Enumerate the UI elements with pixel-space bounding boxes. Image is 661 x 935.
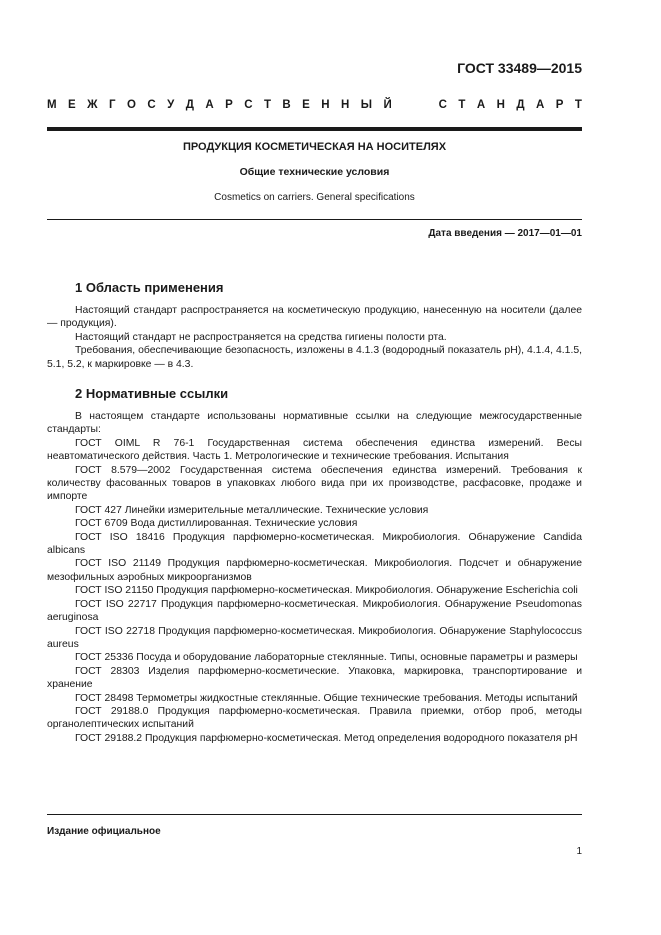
reference-item: ГОСТ 29188.2 Продукция парфюмерно-косметическая. Метод определения водородного показателя pH [75, 732, 578, 744]
banner-letter: А [476, 99, 486, 111]
reference-item: ГОСТ ISO 22717 Продукция парфюмерно-косметическая. Микробиология. Обнаружение Pseudomonas aeruginosa [47, 598, 582, 624]
paragraph: Настоящий стандарт распространяется на косметическую продукцию, нанесенную на носители (далее — продукция). [47, 305, 582, 330]
banner-letter: Г [108, 99, 116, 111]
section-body-scope [47, 304, 582, 371]
paragraph: Настоящий стандарт не распространяется на средства гигиены полости рта. [75, 331, 447, 343]
reference-item: ГОСТ 28498 Термометры жидкостные стеклянные. Общие технические требования. Методы испытаний [75, 692, 578, 704]
banner-letter: Д [185, 99, 194, 111]
section-body-references [47, 410, 582, 745]
banner-letter: С [438, 99, 447, 111]
banner-letter: Н [341, 99, 350, 111]
banner-gap [403, 99, 427, 115]
banner-letter: А [205, 99, 214, 111]
banner-letter: С [147, 99, 156, 111]
interstate-standard-banner [47, 99, 582, 115]
banner-letter: Н [496, 99, 505, 111]
reference-item: ГОСТ 28303 Изделия парфюмерно-косметические. Упаковка, маркировка, транспортирование и хранение [47, 665, 582, 691]
footer-rule [47, 814, 582, 815]
reference-item: ГОСТ 8.579—2002 Государственная система обеспечения единства измерений. Требования к количеству фасованных товаров в упаковках любого вида при их производстве, расфасовке, продаже и импорте [47, 464, 582, 503]
official-edition-label: Издание официальное [47, 826, 161, 837]
banner-letter: В [282, 99, 291, 111]
title-divider [47, 219, 582, 220]
reference-item: ГОСТ OIML R 76-1 Государственная система обеспечения единства измерений. Весы неавтоматического действия. Часть 1. Метрологические и технические требования. Испытания [47, 437, 582, 463]
reference-item: ГОСТ ISO 21149 Продукция парфюмерно-косметическая. Микробиология. Подсчет и обнаружение мезофильных аэробных микроорганизмов [47, 558, 582, 583]
reference-item: ГОСТ 25336 Посуда и оборудование лабораторные стеклянные. Типы, основные параметры и размеры [75, 652, 578, 664]
section-heading-scope: 1 Область применения [75, 280, 224, 295]
introduction-date: Дата введения — 2017—01—01 [428, 228, 582, 239]
page-number: 1 [576, 846, 582, 857]
banner-letter: У [167, 99, 175, 111]
paragraph: Требования, обеспечивающие безопасность, изложены в 4.1.3 (водородный показатель pH), 4.1.4, 4.1.5, 5.1, 5.2, к маркировке — в 4.3. [47, 345, 582, 370]
reference-item: ГОСТ 29188.0 Продукция парфюмерно-косметическая. Правила приемки, отбор проб, методы органолептических испытаний [47, 705, 582, 731]
banner-letter: Ж [87, 99, 98, 111]
reference-item: ГОСТ ISO 22718 Продукция парфюмерно-косметическая. Микробиология. Обнаружение Staphylococcus aureus [47, 625, 582, 650]
banner-letter: Д [516, 99, 525, 111]
header-rule [47, 127, 582, 131]
banner-letter: Е [68, 99, 76, 111]
banner-letter: О [126, 99, 136, 111]
document-title: ПРОДУКЦИЯ КОСМЕТИЧЕСКАЯ НА НОСИТЕЛЯХ [182, 141, 447, 153]
banner-letter: А [535, 99, 545, 111]
banner-letter: М [47, 99, 57, 111]
banner-letter: Т [458, 99, 466, 111]
paragraph: В настоящем стандарте использованы нормативные ссылки на следующие межгосударственные стандарты: [47, 411, 582, 436]
banner-letter: Н [321, 99, 330, 111]
reference-item: ГОСТ 427 Линейки измерительные металлические. Технические условия [75, 504, 429, 516]
reference-item: ГОСТ ISO 18416 Продукция парфюмерно-косметическая. Микробиология. Обнаружение Candida albicans [47, 531, 582, 557]
reference-item: ГОСТ 6709 Вода дистиллированная. Технические условия [75, 518, 358, 530]
banner-letter: Е [302, 99, 310, 111]
banner-letter: Ы [360, 99, 373, 111]
banner-letter: Р [555, 99, 564, 111]
reference-item: ГОСТ ISO 21150 Продукция парфюмерно-косметическая. Микробиология. Обнаружение Escherichia coli [75, 585, 578, 597]
banner-letter: Р [225, 99, 233, 111]
standard-number: ГОСТ 33489—2015 [457, 60, 582, 76]
section-heading-references: 2 Нормативные ссылки [75, 386, 229, 401]
banner-letter: Т [263, 99, 271, 111]
document-subtitle: Общие технические условия [239, 166, 390, 178]
banner-letter: Т [574, 99, 582, 111]
document-title-english: Cosmetics on carriers. General specifications [214, 192, 415, 203]
banner-letter: С [244, 99, 253, 111]
banner-letter: Й [383, 99, 392, 111]
